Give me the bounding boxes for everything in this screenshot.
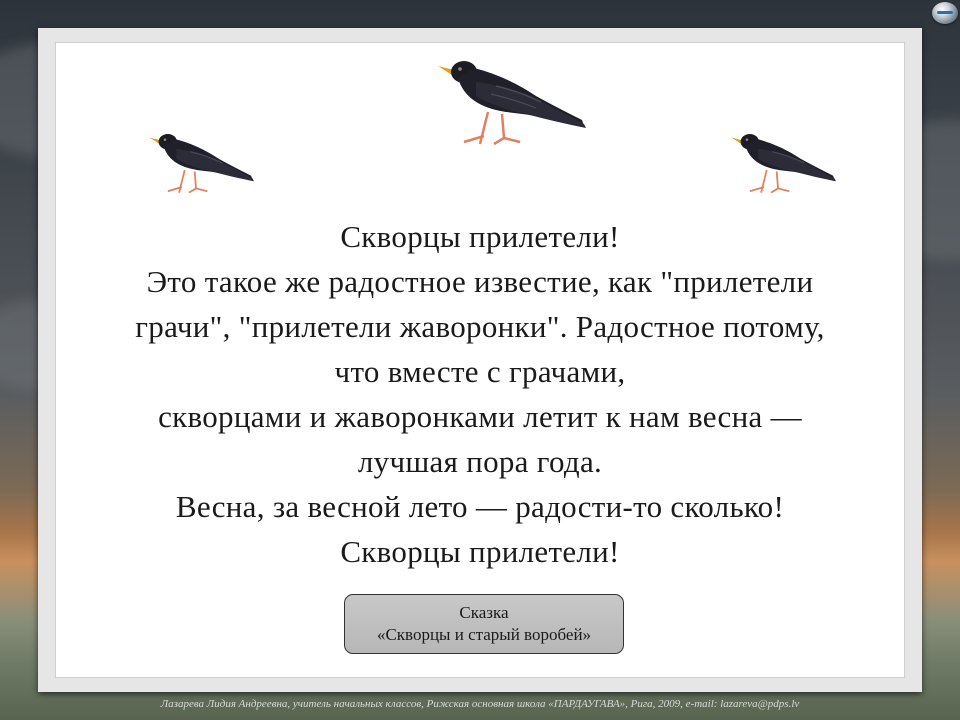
text-line: Скворцы прилетели! [340,534,620,569]
text-line: грачи", "прилетели жаворонки". Радостное потому, [135,309,825,344]
starling-icon [436,56,586,148]
text-line: Это такое же радостное известие, как "прилетели [146,264,814,299]
story-button-title: Сказка [459,603,509,622]
text-line: что вместе с грачами, [334,354,626,389]
starling-icon [148,130,254,196]
slide-text [60,214,900,574]
text-line: лучшая пора года. [357,444,603,479]
text-line: Весна, за весной лето — радости-то сколько! [175,489,785,524]
text-line: скворцами и жаворонками летит к нам весна — [158,399,802,434]
story-button-subtitle: «Скворцы и старый воробей» [376,625,592,644]
sphere-nav-icon[interactable] [932,2,958,24]
text-line: Скворцы прилетели! [340,219,620,254]
story-link-button[interactable] [344,594,624,654]
starling-icon [730,130,836,196]
footer-credits: Лазарева Лидия Андреевна, учитель начальных классов, Рижская основная школа «ПАРДАУГАВА», Рига, 2009, e-mail: lazareva@pdps.lv [160,698,800,710]
